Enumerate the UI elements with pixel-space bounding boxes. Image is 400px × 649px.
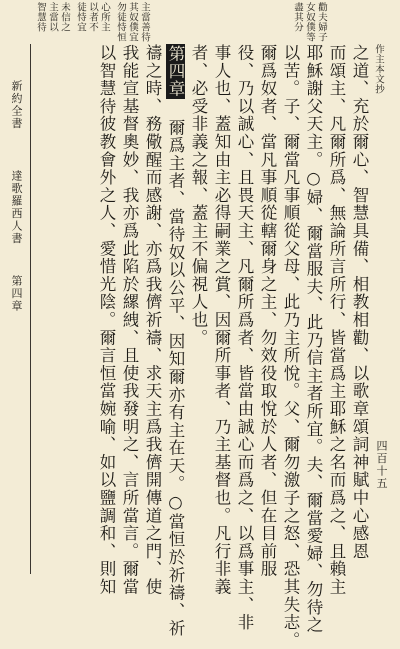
header-note-4: 主當善待 [139,2,150,42]
text-column-5: 爾爲奴者、當凡事順從轄爾身之主、勿效役取悅於人者、但在目前服 [258,44,277,578]
intro-note: 作主本文抄 [373,44,384,94]
chapter-marker: 第四章 [166,45,185,98]
header-note-12: 智慧待 [35,2,46,32]
header-note-9: 徒恃宜 [75,2,86,32]
text-column-11: 我能宣基督奧妙、我亦爲此陷於縲絏、且使我發明之、言所當言。爾當 [120,44,139,596]
header-note-10: 未信之 [59,2,70,32]
header-note-3: 盡其分 [292,2,303,32]
header-note-7: 心所主 [99,2,110,32]
running-head-book: 新約全書 [10,80,23,130]
left-frame-line [30,44,31,574]
header-note-5: 其奴僕宜 [127,2,138,42]
text-column-1: 之道、充於爾心、智慧具備、相教相勸、以歌章頌詞神賦中心感恩 [350,44,369,561]
header-note-2: 女奴僕等 [304,2,315,42]
text-column-3: 耶穌謝父天主。○婦、爾當服夫、此乃信主者所宜。夫、爾當愛婦、勿待之 [304,44,323,634]
text-column-9 [164,44,187,638]
text-column-2: 而頌主、凡爾所爲、無論所言所行、皆當爲主耶穌之名而爲之、且賴主 [327,44,346,596]
text-column-10: 禱之時、務儆醒而感謝、亦爲我儕祈禱、求天主爲我儕開傳道之門、使 [143,44,162,596]
text-column-6: 役、乃以誠心、且畏天主、凡爾所爲者、皆當由誠心而爲之、以爲事主、非 [235,44,254,632]
header-note-6: 勿徒恃恒 [115,2,126,42]
text-column-8: 者、必受非義之報、蓋主不偏視人也。 [189,44,208,347]
header-note-1: 勸夫婦子 [316,2,327,42]
text-column-12: 以智慧待彼教會外之人、愛惜光陰。爾言恒當婉喻、如以鹽調和、則知 [97,44,116,596]
header-note-8: 以者不 [87,2,98,32]
chapter-first-line: 爾爲主者、當待奴以公平、因知爾亦有主在天。○當恒於祈禱、祈 [166,98,185,638]
header-note-11: 主當以 [47,2,58,32]
running-head-chapter: 第四章 [10,275,23,313]
page-number: 四百十五 [375,440,388,490]
running-head-epistle: 達歌羅西人書 [10,170,23,245]
text-column-4: 以苦。子、爾當凡事順從父母、此乃主所悅。父、爾勿激子之怒、恐其失志。 [281,44,300,649]
text-column-7: 事人也、蓋知由主必得嗣業之賞、因爾所事者、乃主基督也。凡行非義 [212,44,231,596]
